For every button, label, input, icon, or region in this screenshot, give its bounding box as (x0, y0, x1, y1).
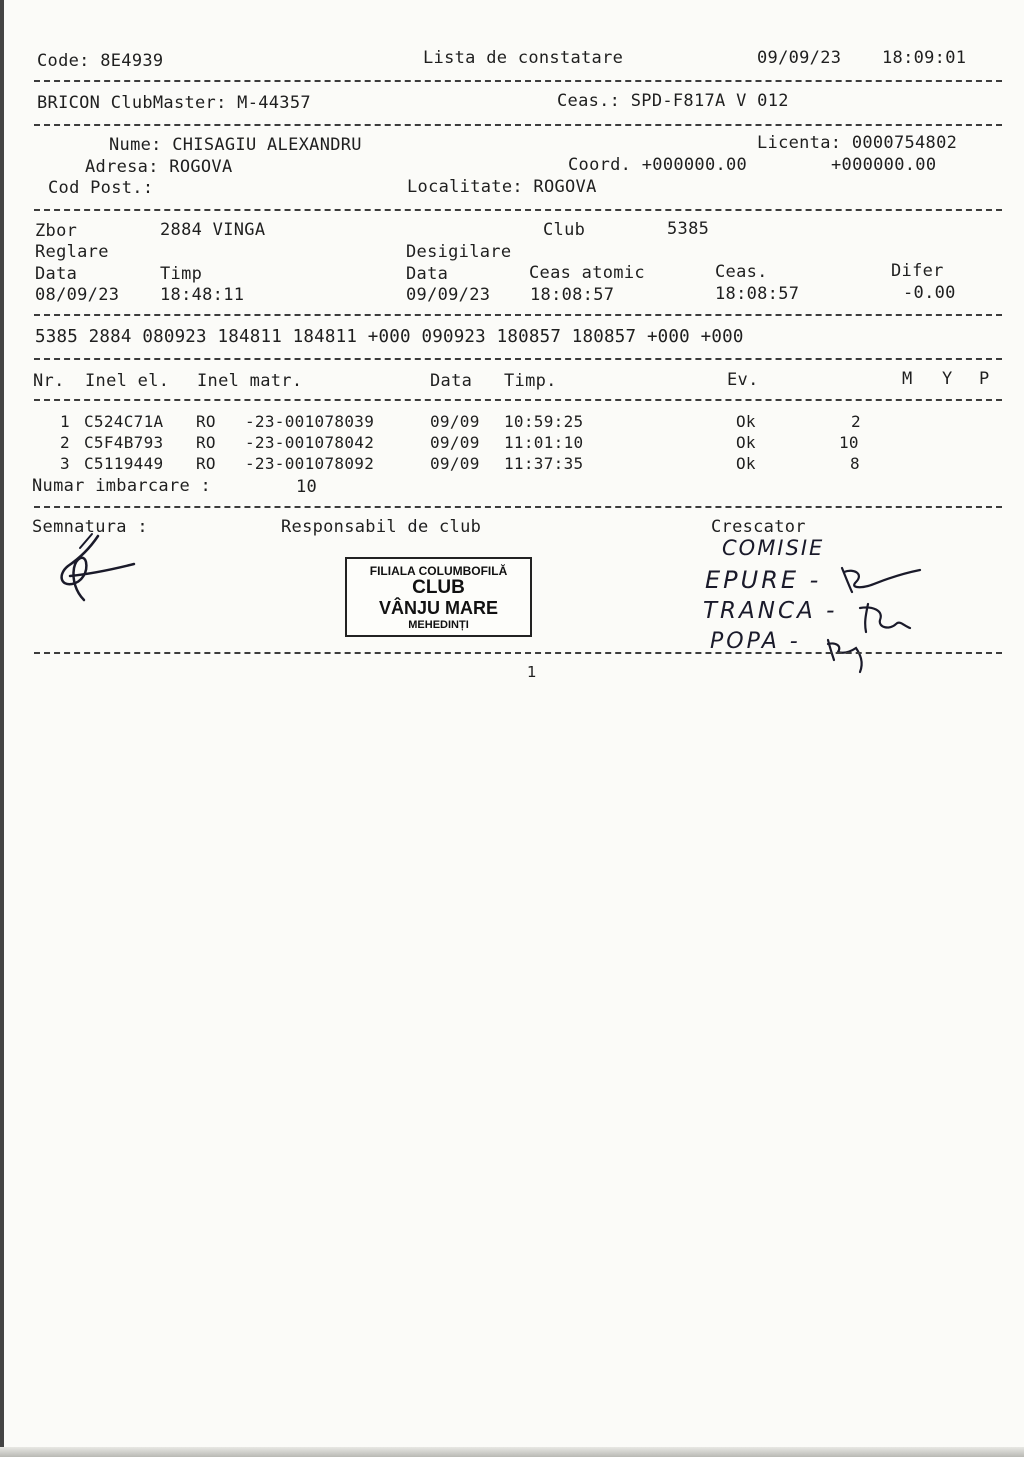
stamp-line-2: CLUB (412, 577, 465, 598)
row-country: RO (196, 433, 216, 452)
stamp-line-4: MEHEDINȚI (408, 619, 469, 631)
row-inel-el: C5F4B793 (84, 433, 164, 452)
club-responsible-label: Responsabil de club (281, 517, 482, 537)
header-date: 09/09/23 (757, 48, 842, 68)
handwritten-line-1: COMISIE (722, 536, 825, 560)
row-ev: Ok (736, 454, 756, 473)
scan-edge (0, 0, 4, 1457)
row-inel-el: C5119449 (84, 454, 164, 473)
locality: Localitate: ROGOVA (407, 177, 597, 197)
row-nr: 1 (60, 412, 70, 431)
desigilare-data-header: Data (406, 264, 449, 284)
row-value: 10 (839, 433, 859, 452)
row-timp: 11:37:35 (504, 454, 584, 473)
row-data: 09/09 (430, 454, 480, 473)
signature-label: Semnatura : (32, 517, 148, 537)
divider (34, 80, 1002, 82)
scan-edge-bottom (0, 1447, 1024, 1457)
clock-id: Ceas.: SPD-F817A V 012 (557, 91, 789, 111)
club-stamp (345, 557, 532, 637)
divider (34, 399, 1002, 401)
owner-address: Adresa: ROGOVA (85, 157, 233, 177)
zbor-value: 2884 VINGA (160, 220, 266, 240)
divider (34, 314, 1002, 316)
table-row (0, 433, 1024, 454)
table-row (0, 454, 1024, 475)
row-nr: 2 (60, 433, 70, 452)
reglare-data-value: 08/09/23 (35, 285, 120, 305)
row-value: 8 (850, 454, 860, 473)
row-data: 09/09 (430, 412, 480, 431)
handwritten-line-4: POPA - (710, 629, 801, 654)
ceas-atomic-value: 18:08:57 (530, 285, 615, 305)
row-inel-el: C524C71A (84, 412, 164, 431)
ceas-header: Ceas. (715, 262, 768, 282)
divider (34, 652, 1002, 654)
owner-name: Nume: CHISAGIU ALEXANDRU (109, 135, 362, 155)
row-nr: 3 (60, 454, 70, 473)
col-data: Data (430, 371, 473, 391)
document-title: Lista de constatare (423, 48, 624, 68)
ceas-value: 18:08:57 (715, 284, 800, 304)
col-m: M (902, 369, 913, 389)
code-line: 5385 2884 080923 184811 184811 +000 090923 180857 180857 +000 +000 (35, 327, 744, 347)
signature-scribble (50, 528, 145, 608)
coord-lat: Coord. +000000.00 (568, 155, 748, 175)
boarding-label: Numar imbarcare : (32, 476, 212, 496)
col-inel-el: Inel el. (85, 371, 170, 391)
reglare-timp-value: 18:48:11 (160, 285, 245, 305)
code-label: Code: 8E4939 (37, 51, 164, 71)
stamp-line-3: VÂNJU MARE (378, 598, 498, 618)
col-timp: Timp. (504, 371, 557, 391)
desigilare-label: Desigilare (406, 242, 512, 262)
header-time: 18:09:01 (882, 48, 967, 68)
row-inel-matr: -23-001078042 (245, 433, 375, 452)
divider (34, 124, 1002, 126)
row-inel-matr: -23-001078092 (245, 454, 375, 473)
reglare-timp-header: Timp (160, 264, 203, 284)
divider (34, 358, 1002, 360)
row-inel-matr: -23-001078039 (245, 412, 375, 431)
reglare-label: Reglare (35, 242, 109, 262)
col-p: P (979, 369, 990, 389)
col-nr: Nr. (33, 371, 65, 391)
reglare-data-header: Data (35, 264, 78, 284)
postal-code: Cod Post.: (48, 178, 154, 198)
coord-lon: +000000.00 (831, 155, 937, 175)
row-timp: 10:59:25 (504, 412, 584, 431)
breeder-label: Crescator (711, 517, 806, 537)
row-value: 2 (851, 412, 861, 431)
page-number: 1 (527, 663, 537, 681)
club-value: 5385 (667, 219, 710, 239)
boarding-value: 10 (296, 477, 318, 497)
col-ev: Ev. (727, 370, 759, 390)
row-data: 09/09 (430, 433, 480, 452)
row-country: RO (196, 412, 216, 431)
col-y: Y (942, 369, 953, 389)
divider (34, 506, 1002, 508)
clubmaster-id: BRICON ClubMaster: M-44357 (37, 93, 311, 113)
handwritten-line-2: EPURE - (705, 566, 822, 594)
col-inel-matr: Inel matr. (197, 371, 303, 391)
row-ev: Ok (736, 433, 756, 452)
table-row (0, 412, 1024, 433)
handwritten-line-3: TRANCA - (703, 598, 838, 624)
difer-header: Difer (891, 261, 944, 281)
ceas-atomic-header: Ceas atomic (529, 263, 645, 283)
zbor-label: Zbor (35, 221, 78, 241)
handwritten-initials (820, 548, 930, 678)
row-timp: 11:01:10 (504, 433, 584, 452)
row-country: RO (196, 454, 216, 473)
row-ev: Ok (736, 412, 756, 431)
club-label: Club (543, 220, 586, 240)
stamp-line-1: FILIALA COLUMBOFILĂ (369, 564, 508, 578)
difer-value: -0.00 (903, 283, 956, 303)
desigilare-data-value: 09/09/23 (406, 285, 491, 305)
owner-license: Licenta: 0000754802 (757, 133, 958, 153)
divider (34, 209, 1002, 211)
